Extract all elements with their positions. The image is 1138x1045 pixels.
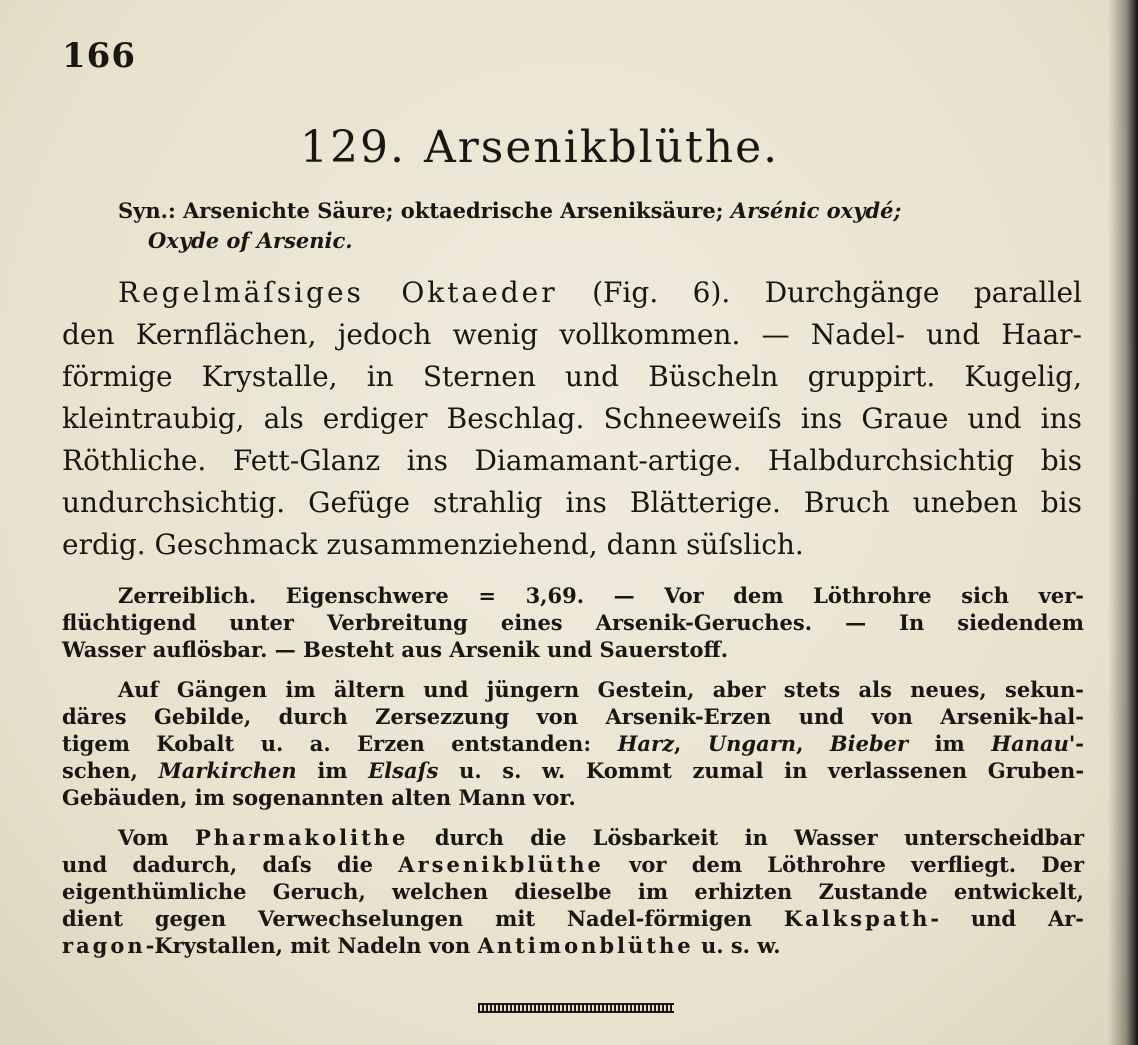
paragraph-line: Auf Gängen im ältern und jüngern Gestein, aber stets als neues, sekun-: [118, 677, 1084, 702]
locality-harz: Harz: [617, 731, 675, 756]
paragraph-line: Vom Pharmakolithe durch die Lösbarkeit in Wasser unterscheidbar: [118, 825, 1085, 850]
paragraph-line: undurchsichtig. Gefüge strahlig ins Blätterige. Bruch uneben bis: [62, 486, 1082, 519]
page-number: 166: [62, 36, 136, 76]
paragraph-occurrence: [62, 676, 1084, 811]
paragraph-line: dient gegen Verwechselungen mit Nadel-förmigen Kalkspath- und Ar-: [62, 906, 1085, 931]
synonyms: [118, 196, 1038, 256]
paragraph-line: förmige Krystalle, in Sternen und Büscheln gruppirt. Kugelig,: [62, 360, 1082, 393]
paragraph-line: tigem Kobalt u. a. Erzen entstanden: Harz, Ungarn, Bieber im Hanau'-: [62, 731, 1085, 756]
paragraph-distinction: [62, 824, 1084, 959]
paragraph-line: Regelmäſsiges Oktaeder (Fig. 6). Durchgänge parallel: [118, 276, 1082, 309]
paragraph-line: den Kernflächen, jedoch wenig vollkommen. — Nadel- und Haar-: [62, 318, 1082, 351]
paragraph-line: ragon-Krystallen, mit Nadeln von Antimonblüthe u. s. w.: [62, 933, 781, 958]
locality-bieber: Bieber: [829, 731, 909, 756]
paragraph-description: [62, 272, 1082, 566]
paragraph-line: Röthliche. Fett-Glanz ins Diamamant-artige. Halbdurchsichtig bis: [62, 444, 1082, 477]
paragraph-line: schen, Markirchen im Elsaſs u. s. w. Kommt zumal in verlassenen Gruben-: [62, 758, 1085, 783]
synonyms-label: Syn.:: [118, 198, 176, 223]
paragraph-line: und dadurch, daſs die Arsenikblüthe vor dem Löthrohre verfliegt. Der: [62, 852, 1085, 877]
locality-ungarn: Ungarn: [707, 731, 797, 756]
synonyms-german: Arsenichte Säure; oktaedrische Arseniksäure;: [183, 198, 724, 223]
paragraph-line: Zerreiblich. Eigenschwere = 3,69. — Vor dem Löthrohre sich ver-: [118, 583, 1084, 608]
synonyms-english: Oxyde of Arsenic.: [148, 228, 353, 253]
paragraph-line: däres Gebilde, durch Zersezzung von Arsenik-Erzen und von Arsenik-hal-: [62, 704, 1084, 729]
section-end-rule: [478, 1003, 674, 1013]
locality-hanau: Hanau'-: [991, 731, 1085, 756]
paragraph-line: flüchtigend unter Verbreitung eines Arsenik-Geruches. — In siedendem: [62, 610, 1084, 635]
section-heading: [300, 122, 779, 173]
section-number: 129.: [300, 122, 406, 173]
synonyms-line-1: [118, 196, 1038, 226]
spaced-term: Arsenikblüthe: [398, 852, 604, 877]
paragraph-properties: [62, 582, 1084, 663]
synonyms-french: Arsénic oxydé;: [730, 198, 902, 223]
paragraph-line: erdig. Geschmack zusammenziehend, dann süſslich.: [62, 528, 804, 561]
book-spine-shadow: [1108, 0, 1138, 1045]
spaced-term: Regelmäſsiges Oktaeder: [118, 276, 558, 309]
spaced-term: ragon: [62, 933, 146, 958]
paragraph-line: Wasser auflösbar. — Besteht aus Arsenik und Sauerstoff.: [62, 637, 729, 662]
locality-elsass: Elsaſs: [368, 758, 439, 783]
spaced-term: Kalkspath: [783, 906, 931, 931]
spaced-term: Pharmakolithe: [195, 825, 409, 850]
locality-markirchen: Markirchen: [158, 758, 297, 783]
paragraph-line: eigenthümliche Geruch, welchen dieselbe im erhizten Zustande entwickelt,: [62, 879, 1084, 904]
paragraph-line: Gebäuden, im sogenannten alten Mann vor.: [62, 785, 576, 810]
spaced-term: Antimonblüthe: [477, 933, 694, 958]
paragraph-line: kleintraubig, als erdiger Beschlag. Schneeweiſs ins Graue und ins: [62, 402, 1082, 435]
section-title: Arsenikblüthe.: [423, 122, 780, 173]
